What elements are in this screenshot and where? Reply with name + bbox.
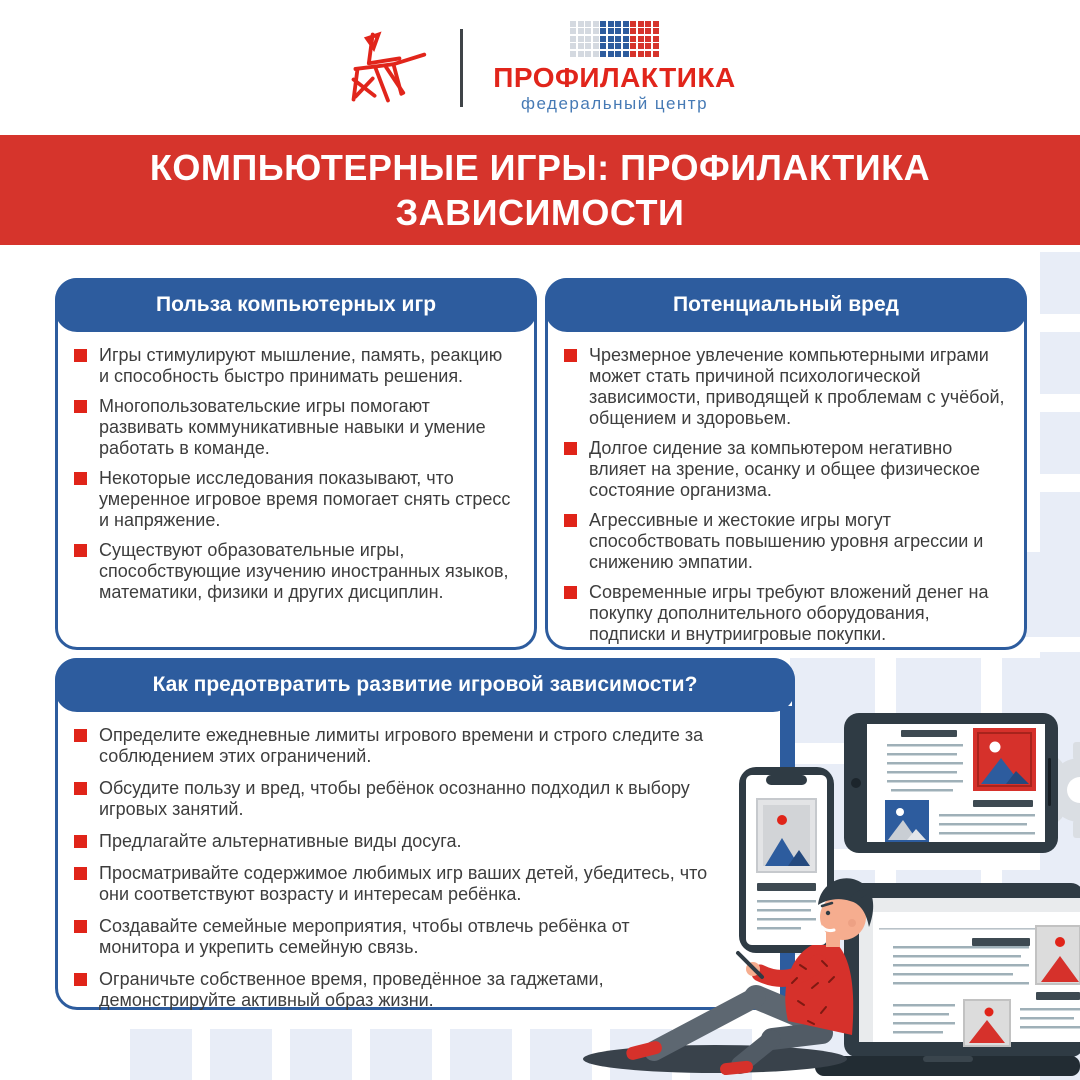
list-item	[74, 778, 776, 820]
card-prevention-title: Как предотвратить развитие игровой зависимости?	[152, 673, 698, 696]
bullet-square-icon	[74, 544, 87, 557]
card-prevention-header	[55, 658, 795, 712]
bullet-square-icon	[564, 349, 577, 362]
bullet-square-icon	[74, 835, 87, 848]
bullet-square-icon	[74, 973, 87, 986]
pixel-grid-icon	[570, 21, 659, 57]
list-item	[74, 831, 776, 852]
list-item-text: Предлагайте альтернативные виды досуга.	[99, 831, 462, 851]
list-item-text: Определите ежедневные лимиты игрового времени и строго следите за соблюдением этих ограничений.	[99, 725, 704, 766]
card-harm-body	[548, 281, 1024, 653]
list-item-text: Просматривайте содержимое любимых игр ваших детей, убедитесь, что они соответствуют возрасту и интересам ребёнка.	[99, 863, 708, 904]
list-item-text: Многопользовательские игры помогают развивать коммуникативные навыки и умение работать в команде.	[99, 396, 486, 458]
logo-divider	[460, 29, 463, 107]
page-title-line1: КОМПЬЮТЕРНЫЕ ИГРЫ: ПРОФИЛАКТИКА	[149, 147, 931, 188]
list-item-text: Долгое сидение за компьютером негативно влияет на зрение, осанку и общее физическое состояние организма.	[589, 438, 981, 500]
brand-block	[493, 21, 735, 114]
list-item-text: Обсудите пользу и вред, чтобы ребёнок осознанно подходил к выбору игровых занятий.	[99, 778, 690, 819]
list-item	[74, 468, 518, 531]
person-illustration	[560, 865, 880, 1080]
logo-header	[0, 0, 1080, 135]
list-item-text: Чрезмерное увлечение компьютерными играми может стать причиной психологической зависимости, приводящей к проблемам с учёбой, общением и здоровьем.	[589, 345, 1005, 428]
list-item	[74, 396, 518, 459]
bullet-square-icon	[74, 867, 87, 880]
list-item	[564, 345, 1008, 429]
list-item	[564, 438, 1008, 501]
list-item	[74, 345, 518, 387]
list-item-text: Создавайте семейные мероприятия, чтобы отвлечь ребёнка от монитора и укрепить семейную связь.	[99, 916, 630, 957]
brand-name: ПРОФИЛАКТИКА	[493, 61, 736, 93]
list-item-text: Агрессивные и жестокие игры могут способствовать повышению уровня агрессии и снижению эмпатии.	[589, 510, 984, 572]
bullet-square-icon	[564, 514, 577, 527]
chair-logo-icon	[344, 25, 430, 111]
list-item-text: Ограничьте собственное время, проведённое за гаджетами, демонстрируйте активный образ жизни.	[99, 969, 604, 1010]
card-benefits-title: Польза компьютерных игр	[155, 293, 437, 316]
brand-subtitle: федеральный центр	[520, 94, 709, 114]
list-item	[564, 582, 1008, 645]
list-item	[74, 540, 518, 603]
page-title-line2: ЗАВИСИМОСТИ	[395, 192, 685, 233]
bullet-square-icon	[564, 442, 577, 455]
bullet-square-icon	[74, 349, 87, 362]
list-item-text: Современные игры требуют вложений денег на покупку дополнительного оборудования, подписки и внутриигровые покупки.	[589, 582, 989, 644]
harm-list	[564, 345, 1008, 645]
list-item-text: Игры стимулируют мышление, память, реакцию и способность быстро принимать решения.	[99, 345, 503, 386]
card-harm-header	[545, 278, 1027, 332]
tablet-illustration	[843, 712, 1059, 854]
list-item-text: Некоторые исследования показывают, что умеренное игровое время помогает снять стресс и напряжение.	[99, 468, 511, 530]
benefits-list	[74, 345, 518, 603]
bullet-square-icon	[74, 400, 87, 413]
bullet-square-icon	[564, 586, 577, 599]
bullet-square-icon	[74, 782, 87, 795]
card-benefits	[55, 278, 537, 650]
card-benefits-header	[55, 278, 537, 332]
title-banner	[0, 135, 1080, 245]
list-item	[564, 510, 1008, 573]
bullet-square-icon	[74, 472, 87, 485]
list-item-text: Существуют образовательные игры, способствующие изучению иностранных языков, математики, физики и других дисциплин.	[99, 540, 509, 602]
card-harm	[545, 278, 1027, 650]
bullet-square-icon	[74, 920, 87, 933]
bullet-square-icon	[74, 729, 87, 742]
card-harm-title: Потенциальный вред	[673, 293, 899, 316]
list-item	[74, 725, 776, 767]
